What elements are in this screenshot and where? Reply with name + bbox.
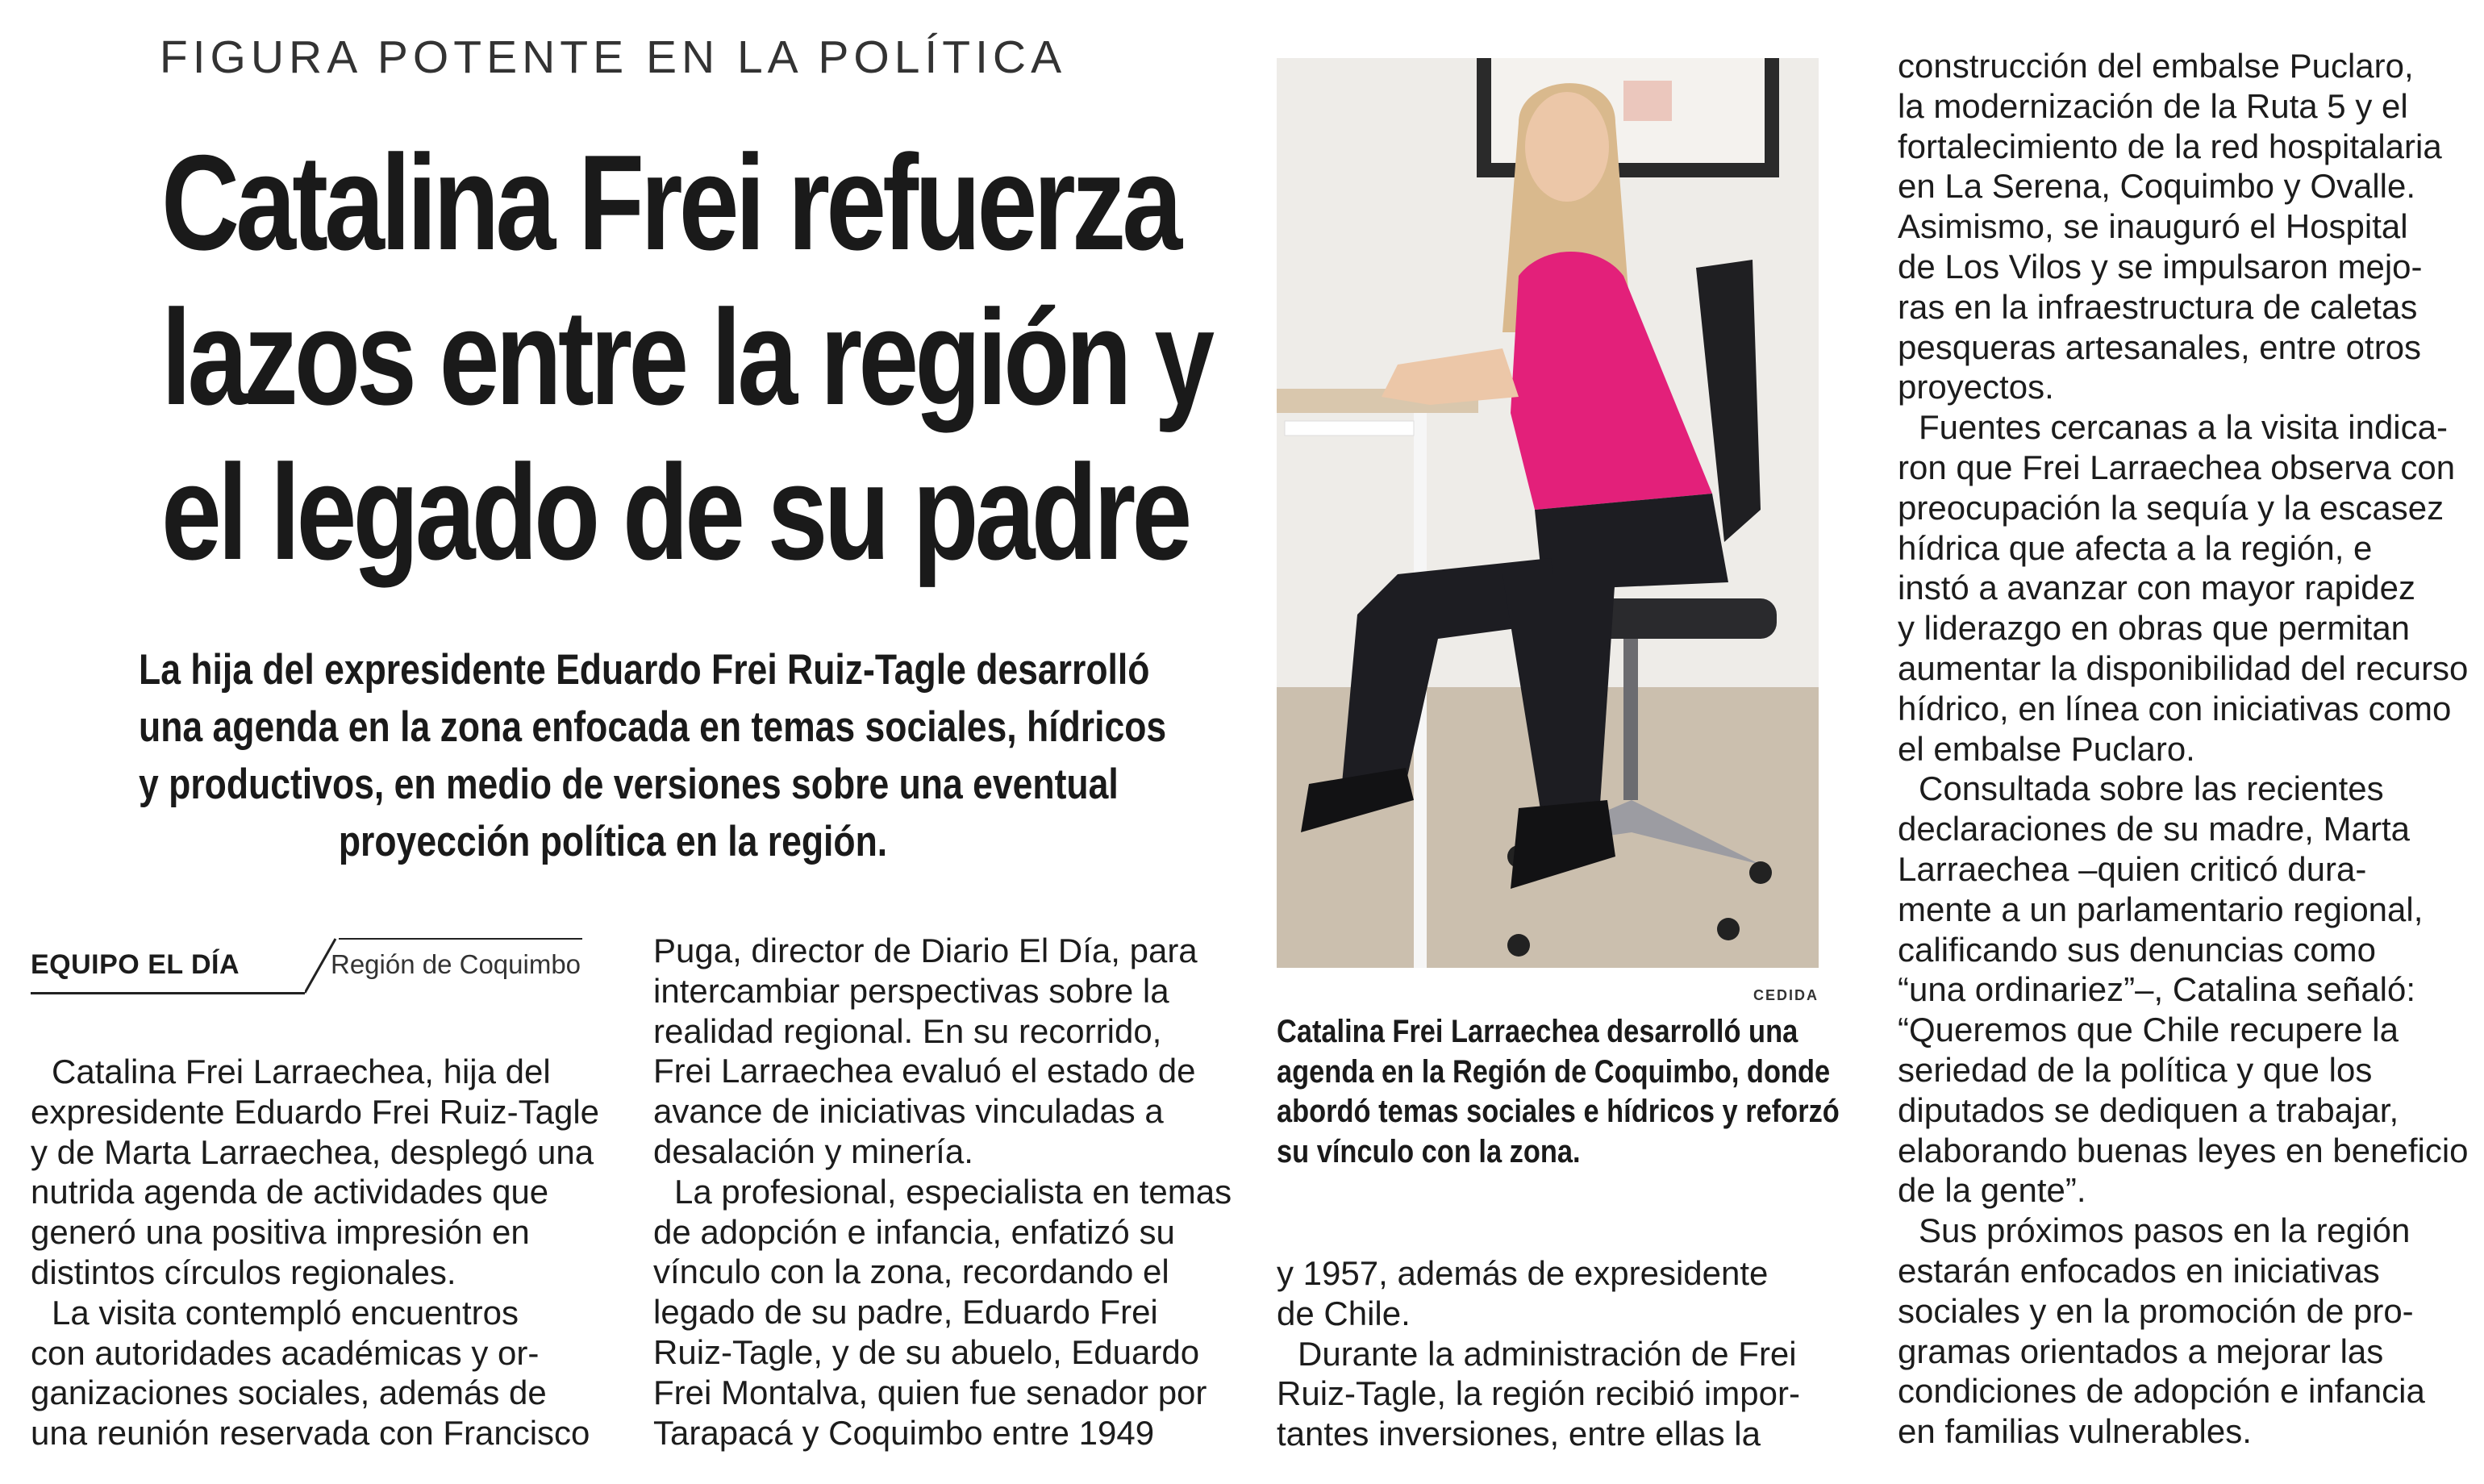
- text-line: Sus próximos pasos en la región: [1919, 1211, 2411, 1250]
- text-line: de adopción e infancia, enfatizó su: [653, 1212, 1175, 1251]
- text-line: desalación y minería.: [653, 1132, 973, 1170]
- text-line: legado de su padre, Eduardo Frei: [653, 1293, 1158, 1332]
- deck-line: La hija del expresidente Eduardo Frei Ruiz-Tagle desarrolló: [139, 646, 1150, 694]
- caption-line: su vínculo con la zona.: [1277, 1133, 1581, 1169]
- caption-line: agenda en la Región de Coquimbo, donde: [1277, 1053, 1831, 1090]
- text-line: proyectos.: [1898, 368, 2054, 406]
- paragraph: [1277, 1334, 1825, 1454]
- text-line: en familias vulnerables.: [1898, 1412, 2252, 1451]
- text-line: y 1957, además de expresidente: [1277, 1254, 1769, 1292]
- text-line: diputados se dediquen a trabajar,: [1898, 1090, 2399, 1129]
- text-line: La profesional, especialista en temas: [674, 1172, 1232, 1211]
- paragraph: [1898, 46, 2449, 407]
- kicker: FIGURA POTENTE EN LA POLÍTICA: [159, 31, 1067, 83]
- text-line: intercambiar perspectivas sobre la: [653, 971, 1169, 1010]
- column-1: [31, 1052, 600, 1453]
- text-line: Frei Larraechea evaluó el estado de: [653, 1052, 1196, 1090]
- paragraph: [1277, 1253, 1825, 1334]
- text-line: Tarapacá y Coquimbo entre 1949: [653, 1413, 1155, 1452]
- text-line: de la gente”.: [1898, 1171, 2086, 1210]
- text-line: Catalina Frei Larraechea, hija del: [52, 1053, 551, 1090]
- deck: [139, 641, 1167, 870]
- text-line: declaraciones de su madre, Marta: [1898, 810, 2410, 848]
- text-line: de Los Vilos y se impulsaron mejo-: [1898, 247, 2423, 286]
- text-line: nutrida agenda de actividades que: [31, 1173, 549, 1211]
- byline-rule: [339, 938, 582, 940]
- photo-illustration: [1277, 58, 1819, 968]
- byline-team: EQUIPO EL DÍA: [31, 949, 240, 980]
- text-line: el embalse Puclaro.: [1898, 729, 2195, 768]
- text-line: instó a avanzar con mayor rapidez: [1898, 569, 2415, 607]
- text-line: sociales y en la promoción de pro-: [1898, 1291, 2414, 1330]
- text-line: avance de iniciativas vinculadas a: [653, 1092, 1164, 1131]
- text-line: condiciones de adopción e infancia: [1898, 1372, 2425, 1411]
- text-line: fortalecimiento de la red hospitalaria: [1898, 127, 2442, 165]
- text-line: distintos círculos regionales.: [31, 1253, 456, 1291]
- column-3: [1277, 1253, 1825, 1454]
- paragraph: [1898, 1211, 2449, 1452]
- article-photo: [1277, 58, 1819, 968]
- text-line: Puga, director de Diario El Día, para: [653, 932, 1198, 969]
- text-line: generó una positiva impresión en: [31, 1213, 530, 1252]
- text-line: preocupación la sequía y la escasez: [1898, 488, 2444, 527]
- byline-region: Región de Coquimbo: [331, 949, 581, 979]
- text-line: pesqueras artesanales, entre otros: [1898, 327, 2422, 366]
- text-line: “una ordinariez”–, Catalina señaló:: [1898, 970, 2416, 1009]
- text-line: aumentar la disponibilidad del recurso: [1898, 648, 2469, 687]
- text-line: seriedad de la política y que los: [1898, 1050, 2373, 1089]
- byline-rule: [31, 992, 305, 994]
- text-line: gramas orientados a mejorar las: [1898, 1332, 2384, 1370]
- text-line: vínculo con la zona, recordando el: [653, 1253, 1169, 1291]
- caption-line: Catalina Frei Larraechea desarrolló una: [1277, 1014, 1798, 1049]
- text-line: Ruiz-Tagle, y de su abuelo, Eduardo: [653, 1332, 1200, 1371]
- byline: [31, 938, 584, 994]
- text-line: con autoridades académicas y or-: [31, 1333, 540, 1372]
- headline-line: el legado de su padre: [161, 436, 1189, 588]
- text-line: Durante la administración de Frei: [1298, 1334, 1797, 1373]
- paragraph: [653, 1172, 1232, 1453]
- text-line: calificando sus denuncias como: [1898, 930, 2377, 969]
- text-line: elaborando buenas leyes en beneficio: [1898, 1131, 2469, 1169]
- deck-line: una agenda en la zona enfocada en temas sociales, hídricos: [139, 703, 1167, 751]
- text-line: y liderazgo en obras que permitan: [1898, 609, 2411, 648]
- paragraph: [1898, 769, 2469, 1211]
- text-line: mente a un parlamentario regional,: [1898, 890, 2424, 928]
- text-line: de Chile.: [1277, 1294, 1411, 1332]
- text-line: y de Marta Larraechea, desplegó una: [31, 1132, 594, 1171]
- deck-line: y productivos, en medio de versiones sobre una eventual: [139, 761, 1119, 808]
- text-line: realidad regional. En su recorrido,: [653, 1011, 1162, 1050]
- text-line: hídrica que afecta a la región, e: [1898, 528, 2373, 567]
- text-line: Larraechea –quien criticó dura-: [1898, 849, 2367, 888]
- paragraph: [653, 931, 1202, 1172]
- paragraph: [1898, 407, 2469, 769]
- text-line: ras en la infraestructura de caletas: [1898, 287, 2418, 326]
- caption-line: abordó temas sociales e hídricos y reforzó: [1277, 1094, 1840, 1129]
- paragraph: [31, 1293, 590, 1453]
- headline: [161, 125, 1211, 590]
- headline-line: lazos entre la región y: [161, 281, 1211, 433]
- text-line: ganizaciones sociales, además de: [31, 1374, 547, 1412]
- text-line: una reunión reservada con Francisco: [31, 1414, 590, 1453]
- text-line: Consultada sobre las recientes: [1919, 769, 2384, 808]
- text-line: expresidente Eduardo Frei Ruiz-Tagle: [31, 1092, 600, 1131]
- text-line: estarán enfocados en iniciativas: [1898, 1251, 2380, 1290]
- text-line: Frei Montalva, quien fue senador por: [653, 1373, 1207, 1411]
- text-line: ron que Frei Larraechea observa con: [1898, 448, 2456, 486]
- text-line: en La Serena, Coquimbo y Ovalle.: [1898, 167, 2416, 206]
- text-line: hídrico, en línea con iniciativas como: [1898, 689, 2452, 727]
- headline-line: Catalina Frei refuerza: [161, 127, 1179, 278]
- column-2: [653, 931, 1232, 1453]
- text-line: Ruiz-Tagle, la región recibió impor-: [1277, 1374, 1800, 1413]
- text-line: Asimismo, se inauguró el Hospital: [1898, 207, 2408, 246]
- photo-caption: [1277, 1012, 1840, 1172]
- column-4: [1898, 46, 2469, 1452]
- photo-credit: CEDIDA: [1753, 987, 1819, 1003]
- text-line: construcción del embalse Puclaro,: [1898, 47, 2414, 85]
- text-line: tantes inversiones, entre ellas la: [1277, 1415, 1761, 1453]
- text-line: La visita contempló encuentros: [52, 1293, 519, 1332]
- paragraph: [31, 1052, 600, 1293]
- text-line: la modernización de la Ruta 5 y el: [1898, 86, 2408, 125]
- text-line: Fuentes cercanas a la visita indica-: [1919, 408, 2448, 447]
- text-line: “Queremos que Chile recupere la: [1898, 1011, 2399, 1049]
- deck-line: proyección política en la región.: [338, 818, 888, 865]
